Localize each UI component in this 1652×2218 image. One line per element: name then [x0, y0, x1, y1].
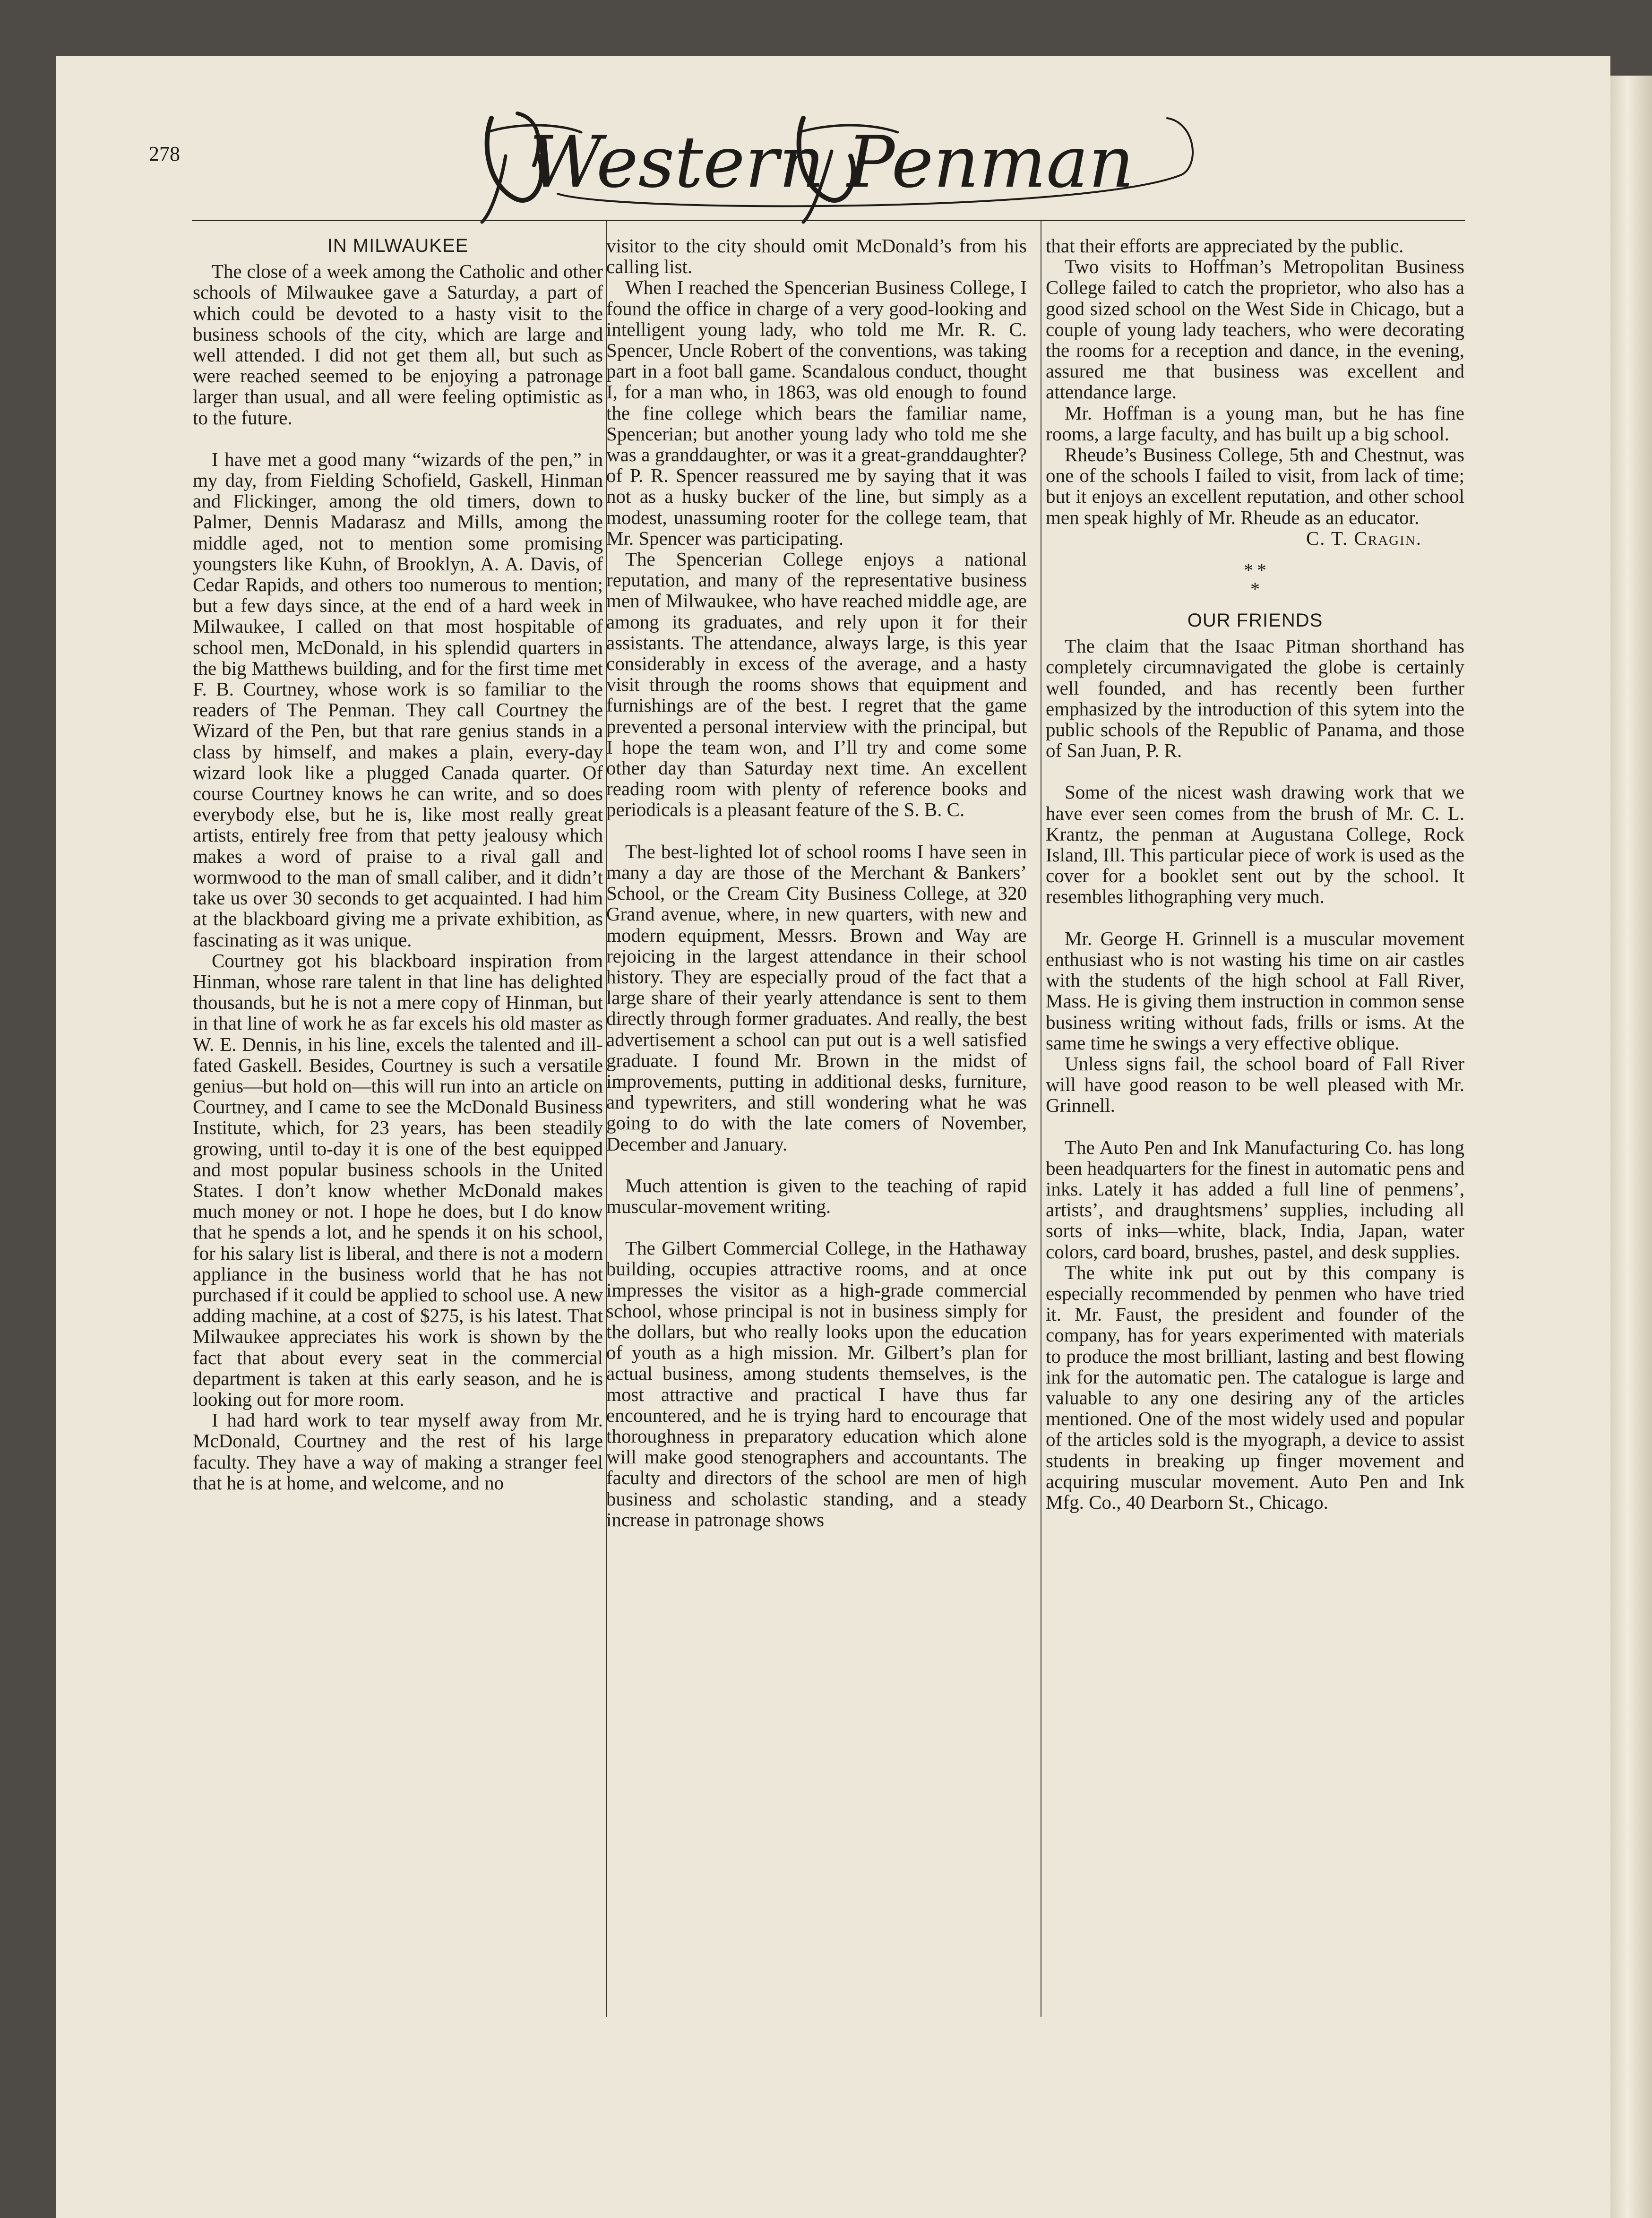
paragraph: The Auto Pen and Ink Manufacturing Co. has long been headquarters for the finest in automatic pens and inks. Lately it has added a full line of penmens’, artists’, and draughtsmens’ supplies, including all sorts of inks—white, black, India, Japan, water colors, card board, brushes, pastel, and desk supplies. [1046, 1136, 1464, 1263]
masthead-logo [473, 104, 1210, 227]
page-number: 278 [149, 142, 180, 165]
paragraph: The best-lighted lot of school rooms I have seen in many a day are those of the Merchant & Bankers’ School, or the Cream City Business College, at 320 Grand avenue, where, in new quarters, with new and modern equipment, Messrs. Brown and Way are rejoicing in the largest attendance in their school history. They are especially proud of the fact that a large share of their yearly attendance is sent to them directly through former graduates. And really, the best advertisement a school can put out is a well satisfied graduate. I found Mr. Brown in the midst of improvements, putting in additional desks, furniture, and typewriters, and still wondering what he was going to do with the late comers of November, December and January. [606, 840, 1027, 1155]
paragraph: The claim that the Isaac Pitman shorthand has completely circumnavigated the globe is certainly well founded, and has recently been further emphasized by the introduction of this sytem into the public schools of the Republic of Panama, and those of San Juan, P. R. [1046, 635, 1464, 762]
paragraph: Much attention is given to the teaching of rapid muscular-movement writing. [606, 1174, 1027, 1217]
section-divider-stars: * * * [1243, 559, 1266, 600]
paragraph: Rheude’s Business College, 5th and Chestnut, was one of the schools I failed to visit, from lack of time; but it enjoys an excellent reputation, and other school men speak highly of Mr. Rheude as an educator. [1046, 444, 1464, 528]
paragraph: The Gilbert Commercial College, in the Hathaway building, occupies attractive rooms, and at once impresses the visitor as a high-grade commercial school, whose principal is not in business simply for the dollars, but who really looks upon the education of youth as a high mission. Mr. Gilbert’s plan for actual business, among students themselves, is the most attractive and practical I have thus far encountered, and he is trying hard to encourage that thoroughness in preparatory education which alone will make good stenographers and accountants. The faculty and directors of the school are men of high business and scholastic standing, and a steady increase in patronage shows [606, 1237, 1027, 1530]
paragraph: Mr. George H. Grinnell is a muscular movement enthusiast who is not wasting his time on air castles with the students of the high school at Fall River, Mass. He is giving them instruction in common sense business writing without fads, frills or isms. At the same time he swings a very effective oblique. [1046, 927, 1464, 1054]
paragraph: that their efforts are appreciated by the public. [1046, 235, 1404, 257]
paragraph: Unless signs fail, the school board of Fall River will have good reason to be well pleased with Mr. Grinnell. [1046, 1052, 1464, 1117]
svg-text:Western Penman: Western Penman [529, 121, 1134, 204]
article-heading-our-friends: OUR FRIENDS [1187, 610, 1323, 631]
paragraph: When I reached the Spencerian Business College, I found the office in charge of a very good-looking and intelligent young lady, who told me Mr. R. C. Spencer, Uncle Robert of the conventions, was taking part in a foot ball game. Scandalous conduct, thought I, for a man who, in 1863, was old enough to found the fine college which bears the familiar name, Spencerian; but another young lady who told me she was a granddaughter, or was it a great-granddaughter? of P. R. Spencer reassured me by saying that it was not as a husky bucker of the line, but simply as a modest, unassuming rooter for the college team, that Mr. Spencer was participating. [606, 276, 1027, 549]
author-signature: C. T. Cragin. [1306, 527, 1422, 549]
paragraph: Some of the nicest wash drawing work that we have ever seen comes from the brush of Mr. C. L. Krantz, the penman at Augustana College, Rock Island, Ill. This particular piece of work is used as the cover for a booklet sent out by the school. It resembles lithographing very much. [1046, 781, 1464, 908]
paragraph: visitor to the city should omit McDonald’s from his calling list. [606, 235, 1027, 278]
column-right [1046, 235, 1464, 2021]
paragraph: The white ink put out by this company is especially recommended by penmen who have tried it. Mr. Faust, the president and founder of the company, has for years experimented with materials to produce the most brilliant, lasting and best flowing ink for the automatic pen. The catalogue is large and valuable to any one desiring any of the articles mentioned. One of the most widely used and popular of the articles sold is the myograph, a device to assist students in breaking up finger movement and acquiring muscular movement. Auto Pen and Ink Mfg. Co., 40 Dearborn St., Chicago. [1046, 1261, 1464, 1513]
paragraph: Courtney got his blackboard inspiration from Hinman, whose rare talent in that line has delighted thousands, but he is not a mere copy of Hinman, but in that line of work he as far excels his old master as W. E. Dennis, in his line, excels the talented and ill-fated Gaskell. Besides, Courtney is such a versatile genius—but hold on—this will run into an article on Courtney, and I came to see the McDonald Business Institute, which, for 23 years, has been steadily growing, until to-day it is one of the best equipped and most popular business schools in the United States. I don’t know whether McDonald makes much money or not. I hope he does, but I do know that he spends a lot, and he spends it on his school, for his salary list is liberal, and there is not a modern appliance in the business world that he has not purchased if it could be applied to school use. A new adding machine, at a cost of $275, is his latest. That Milwaukee appreciates his work is shown by the fact that about every seat in the commercial department is taken at this early season, and he is looking out for more room. [193, 949, 603, 1410]
paragraph: I had hard work to tear myself away from Mr. McDonald, Courtney and the rest of his large faculty. They have a way of making a stranger feel that he is at home, and welcome, and no [193, 1409, 603, 1494]
paragraph: I have met a good many “wizards of the pen,” in my day, from Fielding Schofield, Gaskell, Hinman and Flickinger, among the old timers, down to Palmer, Dennis Madarasz and Mills, among the middle aged, not to mention some promising youngsters like Kuhn, of Brooklyn, A. A. Davis, of Cedar Rapids, and others too numerous to mention; but a few days since, at the end of a hard week in Milwaukee, I called on that most hospitable of school men, McDonald, in his splendid quarters in the big Matthews building, and for the first time met F. B. Courtney, whose work is so familiar to the readers of The Penman. They call Courtney the Wizard of the Pen, but that rare genius stands in a class by himself, and makes a plain, every-day wizard look like a plugged Canada quarter. Of course Courtney knows he can write, and so does everybody else, but he is, like most really great artists, entirely free from that petty jealousy which makes a word of praise to a rival gall and wormwood to the man of small caliber, and it didn’t take us over 30 seconds to get acquainted. I had him at the blackboard giving me a private exhibition, as fascinating as it was unique. [193, 448, 603, 951]
column-middle [606, 235, 1027, 2021]
paragraph: The close of a week among the Catholic and other schools of Milwaukee gave a Saturday, a part of which could be devoted to a hasty visit to the business schools of the city, which are large and well attended. I did not get them all, but such as were reached seemed to be enjoying a patronage larger than usual, and all were feeling optimistic as to the future. [193, 260, 603, 429]
paragraph: The Spencerian College enjoys a national reputation, and many of the representative business men of Milwaukee, who have reached middle age, are among its graduates, and rely upon it for their assistants. The attendance, always large, is this year considerably in excess of the average, and a hasty visit through the rooms shows that equipment and furnishings are of the best. I regret that the game prevented a personal interview with the principal, but I hope the team won, and I’ll try and come some other day than Saturday next time. An excellent reading room with plenty of reference books and periodicals is a pleasant feature of the S. B. C. [606, 548, 1027, 821]
column-left [193, 235, 603, 2021]
paragraph: Two visits to Hoffman’s Metropolitan Business College failed to catch the proprietor, who also has a good sized school on the West Side in Chicago, but a couple of young lady teachers, who were decorating the rooms for a reception and dance, in the evening, assured me that business was excellent and attendance large. [1046, 256, 1464, 403]
page-edge [1610, 76, 1652, 2218]
paragraph: Mr. Hoffman is a young man, but he has fine rooms, a large faculty, and has built up a big school. [1046, 402, 1464, 445]
header-rule [192, 220, 1465, 221]
article-heading-milwaukee: IN MILWAUKEE [327, 235, 469, 256]
